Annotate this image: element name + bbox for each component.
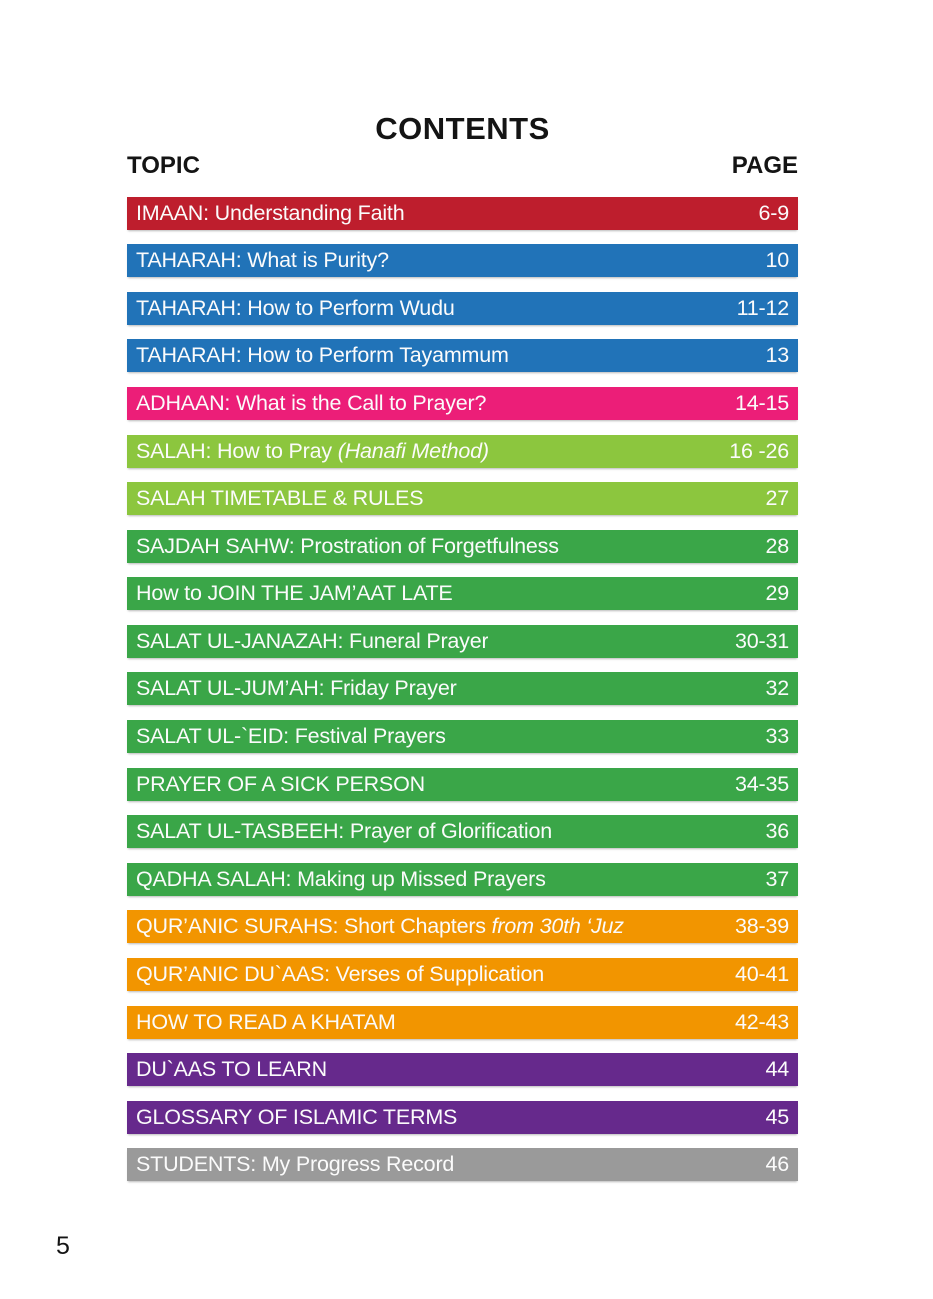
toc-row [127,815,798,848]
toc-row-pages: 14-15 [735,390,789,415]
toc-row-title [136,962,544,987]
contents-page [127,0,798,1196]
toc-row [127,197,798,230]
toc-row-title-text: HOW TO READ A KHATAM [136,1009,396,1034]
toc-row-pages: 44 [765,1057,789,1082]
toc-row-title-text: STUDENTS: My Progress Record [136,1152,455,1177]
toc-row-title-text: QADHA SALAH: Making up Missed Prayers [136,866,546,891]
toc-row-pages: 40-41 [735,962,789,987]
toc-row-title-italic: (Hanafi Method) [337,438,489,463]
toc-row [127,910,798,943]
toc-row-title-text: SALAT UL-JANAZAH: Funeral Prayer [136,628,489,653]
toc-row-title-text: TAHARAH: What is Purity? [136,248,389,273]
toc-row-pages: 34-35 [735,771,789,796]
toc-row-title [136,819,552,844]
toc-row [127,577,798,610]
toc-row-pages: 45 [765,1104,789,1129]
toc-row-title [136,391,486,416]
toc-row-title [136,1152,454,1177]
toc-row-title [136,439,489,464]
toc-row-pages: 28 [765,533,789,558]
toc-row-title [136,914,624,939]
page-number: 5 [56,1232,70,1260]
toc-row [127,435,798,468]
toc-row [127,387,798,420]
toc-row-pages: 27 [765,486,789,511]
toc-row-pages: 29 [765,581,789,606]
toc-row-pages: 13 [765,343,789,368]
toc-row-title-text: IMAAN: Understanding Faith [136,200,405,225]
toc-row-pages: 36 [765,819,789,844]
toc-row-title [136,724,446,749]
toc-row-pages: 6-9 [758,200,789,225]
toc-row-title [136,1010,396,1035]
toc-row [127,1148,798,1181]
toc-row [127,1053,798,1086]
toc-row-pages: 10 [765,248,789,273]
topic-column-header: TOPIC [127,151,200,179]
toc-row-title [136,629,488,654]
toc-row-title-text: SALAT UL-`EID: Festival Prayers [136,724,446,749]
toc-row [127,768,798,801]
toc-row-title-text: QUR’ANIC SURAHS: Short Chapters [136,914,492,939]
toc-row-title-text: TAHARAH: How to Perform Wudu [136,295,455,320]
toc-row [127,720,798,753]
toc-row-title [136,676,457,701]
toc-row-title [136,343,509,368]
toc-row-title-text: SALAH: How to Pray [136,438,338,463]
toc-row-title [136,534,559,559]
toc-row-title [136,201,404,226]
toc-row [127,672,798,705]
toc-row-title-text: How to JOIN THE JAM’AAT LATE [136,581,453,606]
toc-row-title-text: SALAT UL-TASBEEH: Prayer of Glorification [136,819,552,844]
toc-row-pages: 42-43 [735,1009,789,1034]
toc-row-title [136,486,423,511]
toc-row [127,1006,798,1039]
page-title: CONTENTS [375,111,550,146]
toc-row-title-italic: from 30th ‘Juz [491,914,624,939]
page-column-header: PAGE [731,151,798,179]
toc-row-title [136,248,389,273]
toc-row [127,625,798,658]
toc-row [127,530,798,563]
toc-row [127,482,798,515]
toc-row-title-text: SAJDAH SAHW: Prostration of Forgetfulness [136,533,559,558]
toc-row-title [136,1105,457,1130]
column-headers [127,152,798,181]
toc-row-title-text: DU`AAS TO LEARN [136,1057,327,1082]
toc-row-title [136,1057,327,1082]
toc-row-pages: 32 [765,676,789,701]
toc-row-title-text: PRAYER OF A SICK PERSON [136,771,425,796]
toc-row [127,292,798,325]
toc-row-title-text: GLOSSARY OF ISLAMIC TERMS [136,1104,458,1129]
toc-row-title [136,581,453,606]
toc-row-title [136,772,425,797]
toc-row-title-text: ADHAAN: What is the Call to Prayer? [136,390,487,415]
toc-row-pages: 37 [765,866,789,891]
toc-row-title-text: QUR’ANIC DU`AAS: Verses of Supplication [136,962,545,987]
toc-list [127,197,798,1182]
toc-row-title-text: SALAH TIMETABLE & RULES [136,486,424,511]
toc-row [127,244,798,277]
toc-row [127,863,798,896]
toc-row [127,958,798,991]
toc-row [127,1101,798,1134]
toc-row-pages: 30-31 [735,628,789,653]
toc-row-pages: 16 -26 [729,438,789,463]
toc-row-title [136,867,546,892]
toc-row-title [136,296,455,321]
toc-row [127,339,798,372]
toc-row-pages: 11-12 [736,295,789,320]
toc-row-pages: 38-39 [735,914,789,939]
toc-row-title-text: TAHARAH: How to Perform Tayammum [136,343,509,368]
toc-row-pages: 33 [765,724,789,749]
toc-row-pages: 46 [765,1152,789,1177]
toc-row-title-text: SALAT UL-JUM’AH: Friday Prayer [136,676,457,701]
